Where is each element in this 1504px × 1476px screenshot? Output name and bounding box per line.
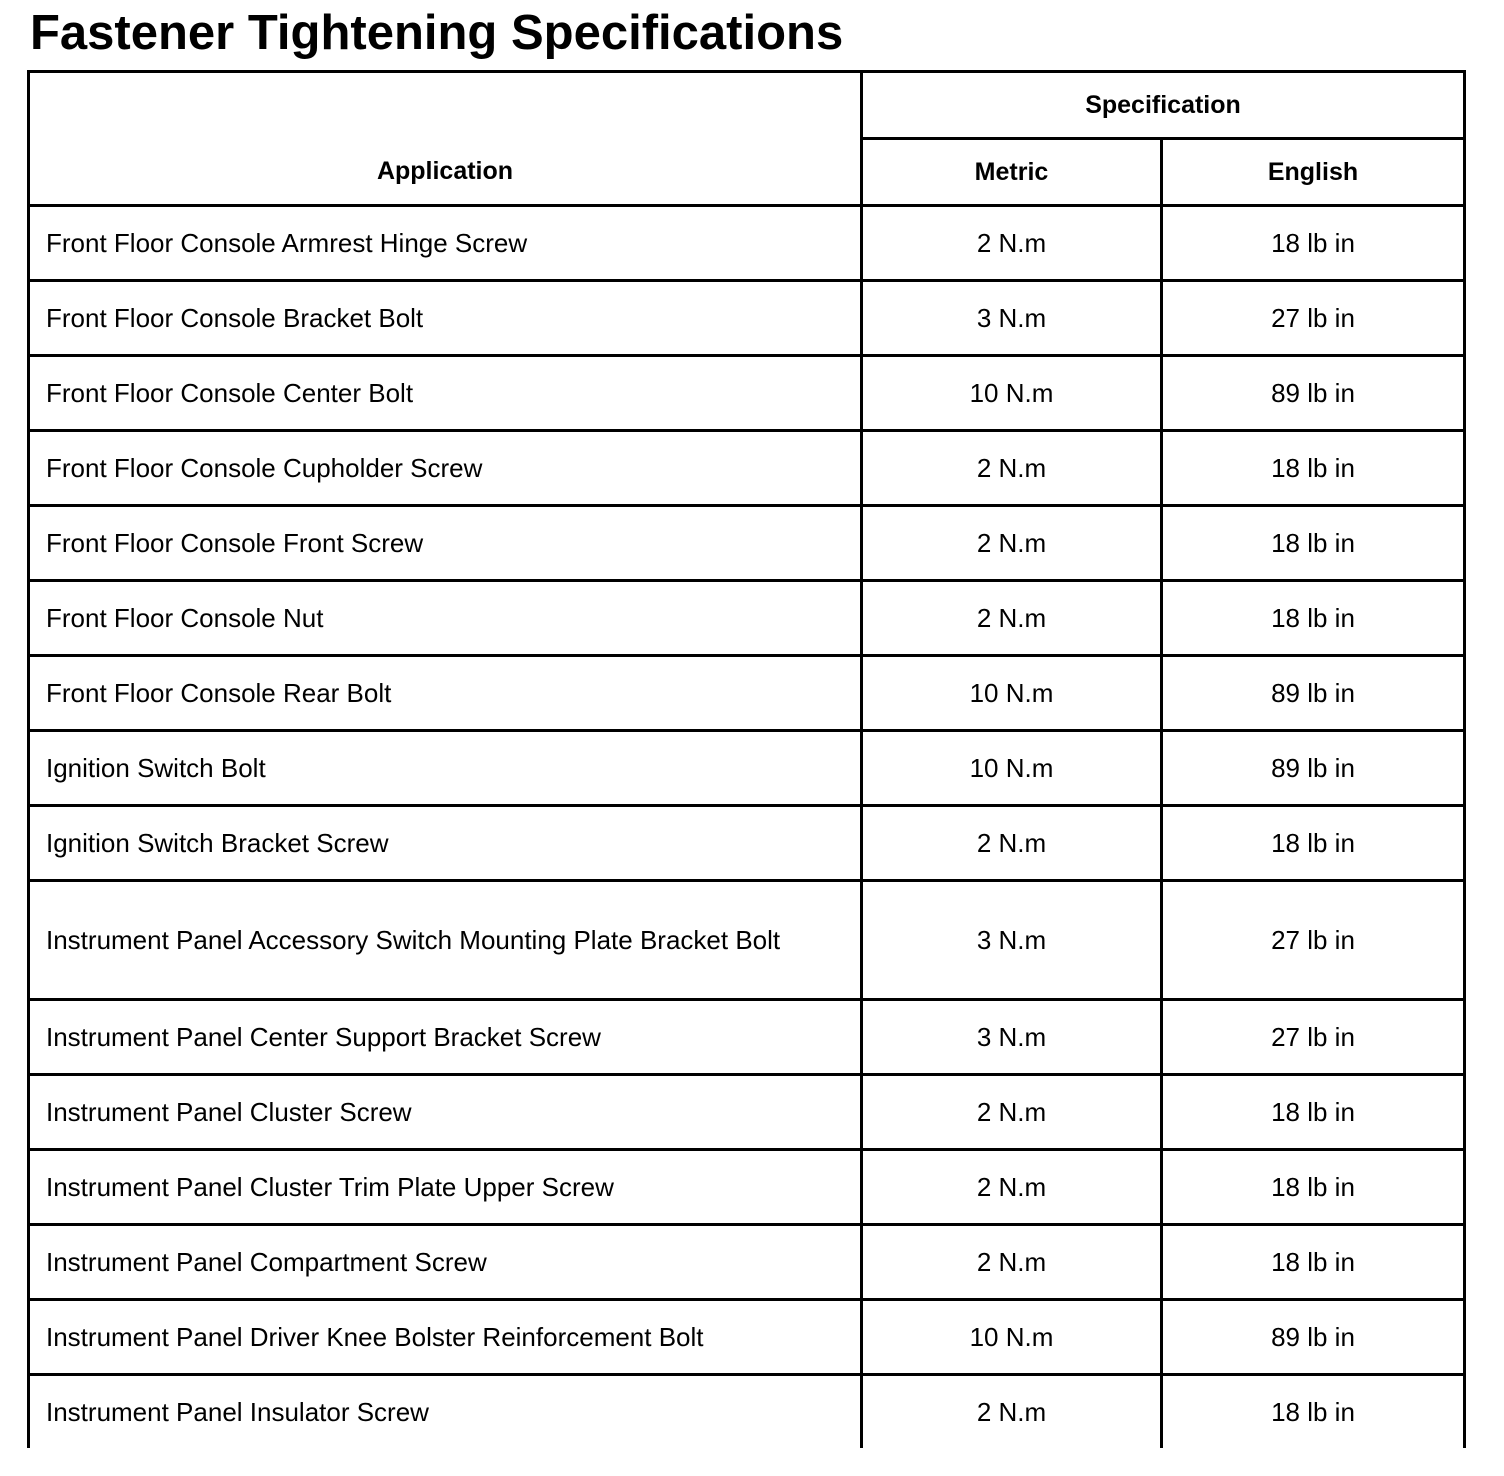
application-cell: Instrument Panel Accessory Switch Mounting Plate Bracket Bolt <box>29 881 862 1000</box>
application-cell: Ignition Switch Bracket Screw <box>29 806 862 881</box>
english-cell: 89 lb in <box>1162 731 1465 806</box>
application-cell: Front Floor Console Nut <box>29 581 862 656</box>
english-cell: 18 lb in <box>1162 1375 1465 1449</box>
table-row <box>29 1375 1465 1449</box>
english-cell: 27 lb in <box>1162 1000 1465 1075</box>
metric-cell: 10 N.m <box>862 1300 1162 1375</box>
english-cell: 18 lb in <box>1162 806 1465 881</box>
metric-cell: 2 N.m <box>862 1075 1162 1150</box>
table-row <box>29 206 1465 281</box>
table-row <box>29 281 1465 356</box>
english-cell: 27 lb in <box>1162 881 1465 1000</box>
metric-cell: 3 N.m <box>862 281 1162 356</box>
application-cell: Instrument Panel Compartment Screw <box>29 1225 862 1300</box>
metric-cell: 10 N.m <box>862 656 1162 731</box>
table-body <box>29 206 1465 1449</box>
metric-cell: 3 N.m <box>862 881 1162 1000</box>
metric-cell: 2 N.m <box>862 1375 1162 1449</box>
english-cell: 18 lb in <box>1162 1075 1465 1150</box>
table-row <box>29 356 1465 431</box>
metric-cell: 10 N.m <box>862 731 1162 806</box>
table-row <box>29 1300 1465 1375</box>
application-cell: Instrument Panel Center Support Bracket Screw <box>29 1000 862 1075</box>
metric-cell: 3 N.m <box>862 1000 1162 1075</box>
application-cell: Front Floor Console Armrest Hinge Screw <box>29 206 862 281</box>
application-cell: Front Floor Console Cupholder Screw <box>29 431 862 506</box>
english-cell: 18 lb in <box>1162 1150 1465 1225</box>
metric-cell: 2 N.m <box>862 1225 1162 1300</box>
application-cell: Front Floor Console Center Bolt <box>29 356 862 431</box>
table-row <box>29 581 1465 656</box>
table-row <box>29 881 1465 1000</box>
metric-cell: 2 N.m <box>862 806 1162 881</box>
table-row <box>29 1000 1465 1075</box>
english-cell: 18 lb in <box>1162 206 1465 281</box>
metric-cell: 10 N.m <box>862 356 1162 431</box>
metric-cell: 2 N.m <box>862 581 1162 656</box>
english-cell: 18 lb in <box>1162 506 1465 581</box>
metric-cell: 2 N.m <box>862 431 1162 506</box>
page-title: Fastener Tightening Specifications <box>30 6 844 60</box>
table-row <box>29 1225 1465 1300</box>
table-row <box>29 656 1465 731</box>
table-row <box>29 731 1465 806</box>
english-cell: 89 lb in <box>1162 356 1465 431</box>
table-row <box>29 506 1465 581</box>
application-cell: Instrument Panel Insulator Screw <box>29 1375 862 1449</box>
application-cell: Ignition Switch Bolt <box>29 731 862 806</box>
application-cell: Instrument Panel Driver Knee Bolster Reinforcement Bolt <box>29 1300 862 1375</box>
application-cell: Front Floor Console Bracket Bolt <box>29 281 862 356</box>
header-specification: Specification <box>862 72 1465 139</box>
metric-cell: 2 N.m <box>862 506 1162 581</box>
table-row <box>29 1150 1465 1225</box>
english-cell: 27 lb in <box>1162 281 1465 356</box>
application-cell: Instrument Panel Cluster Trim Plate Upper Screw <box>29 1150 862 1225</box>
english-cell: 18 lb in <box>1162 581 1465 656</box>
table-row <box>29 431 1465 506</box>
fastener-spec-table <box>27 70 1466 1448</box>
english-cell: 89 lb in <box>1162 1300 1465 1375</box>
english-cell: 18 lb in <box>1162 431 1465 506</box>
english-cell: 89 lb in <box>1162 656 1465 731</box>
metric-cell: 2 N.m <box>862 1150 1162 1225</box>
header-metric: Metric <box>862 139 1162 206</box>
metric-cell: 2 N.m <box>862 206 1162 281</box>
header-application: Application <box>29 72 862 206</box>
table-row <box>29 1075 1465 1150</box>
english-cell: 18 lb in <box>1162 1225 1465 1300</box>
application-cell: Front Floor Console Front Screw <box>29 506 862 581</box>
header-english: English <box>1162 139 1465 206</box>
application-cell: Instrument Panel Cluster Screw <box>29 1075 862 1150</box>
application-cell: Front Floor Console Rear Bolt <box>29 656 862 731</box>
table-row <box>29 806 1465 881</box>
